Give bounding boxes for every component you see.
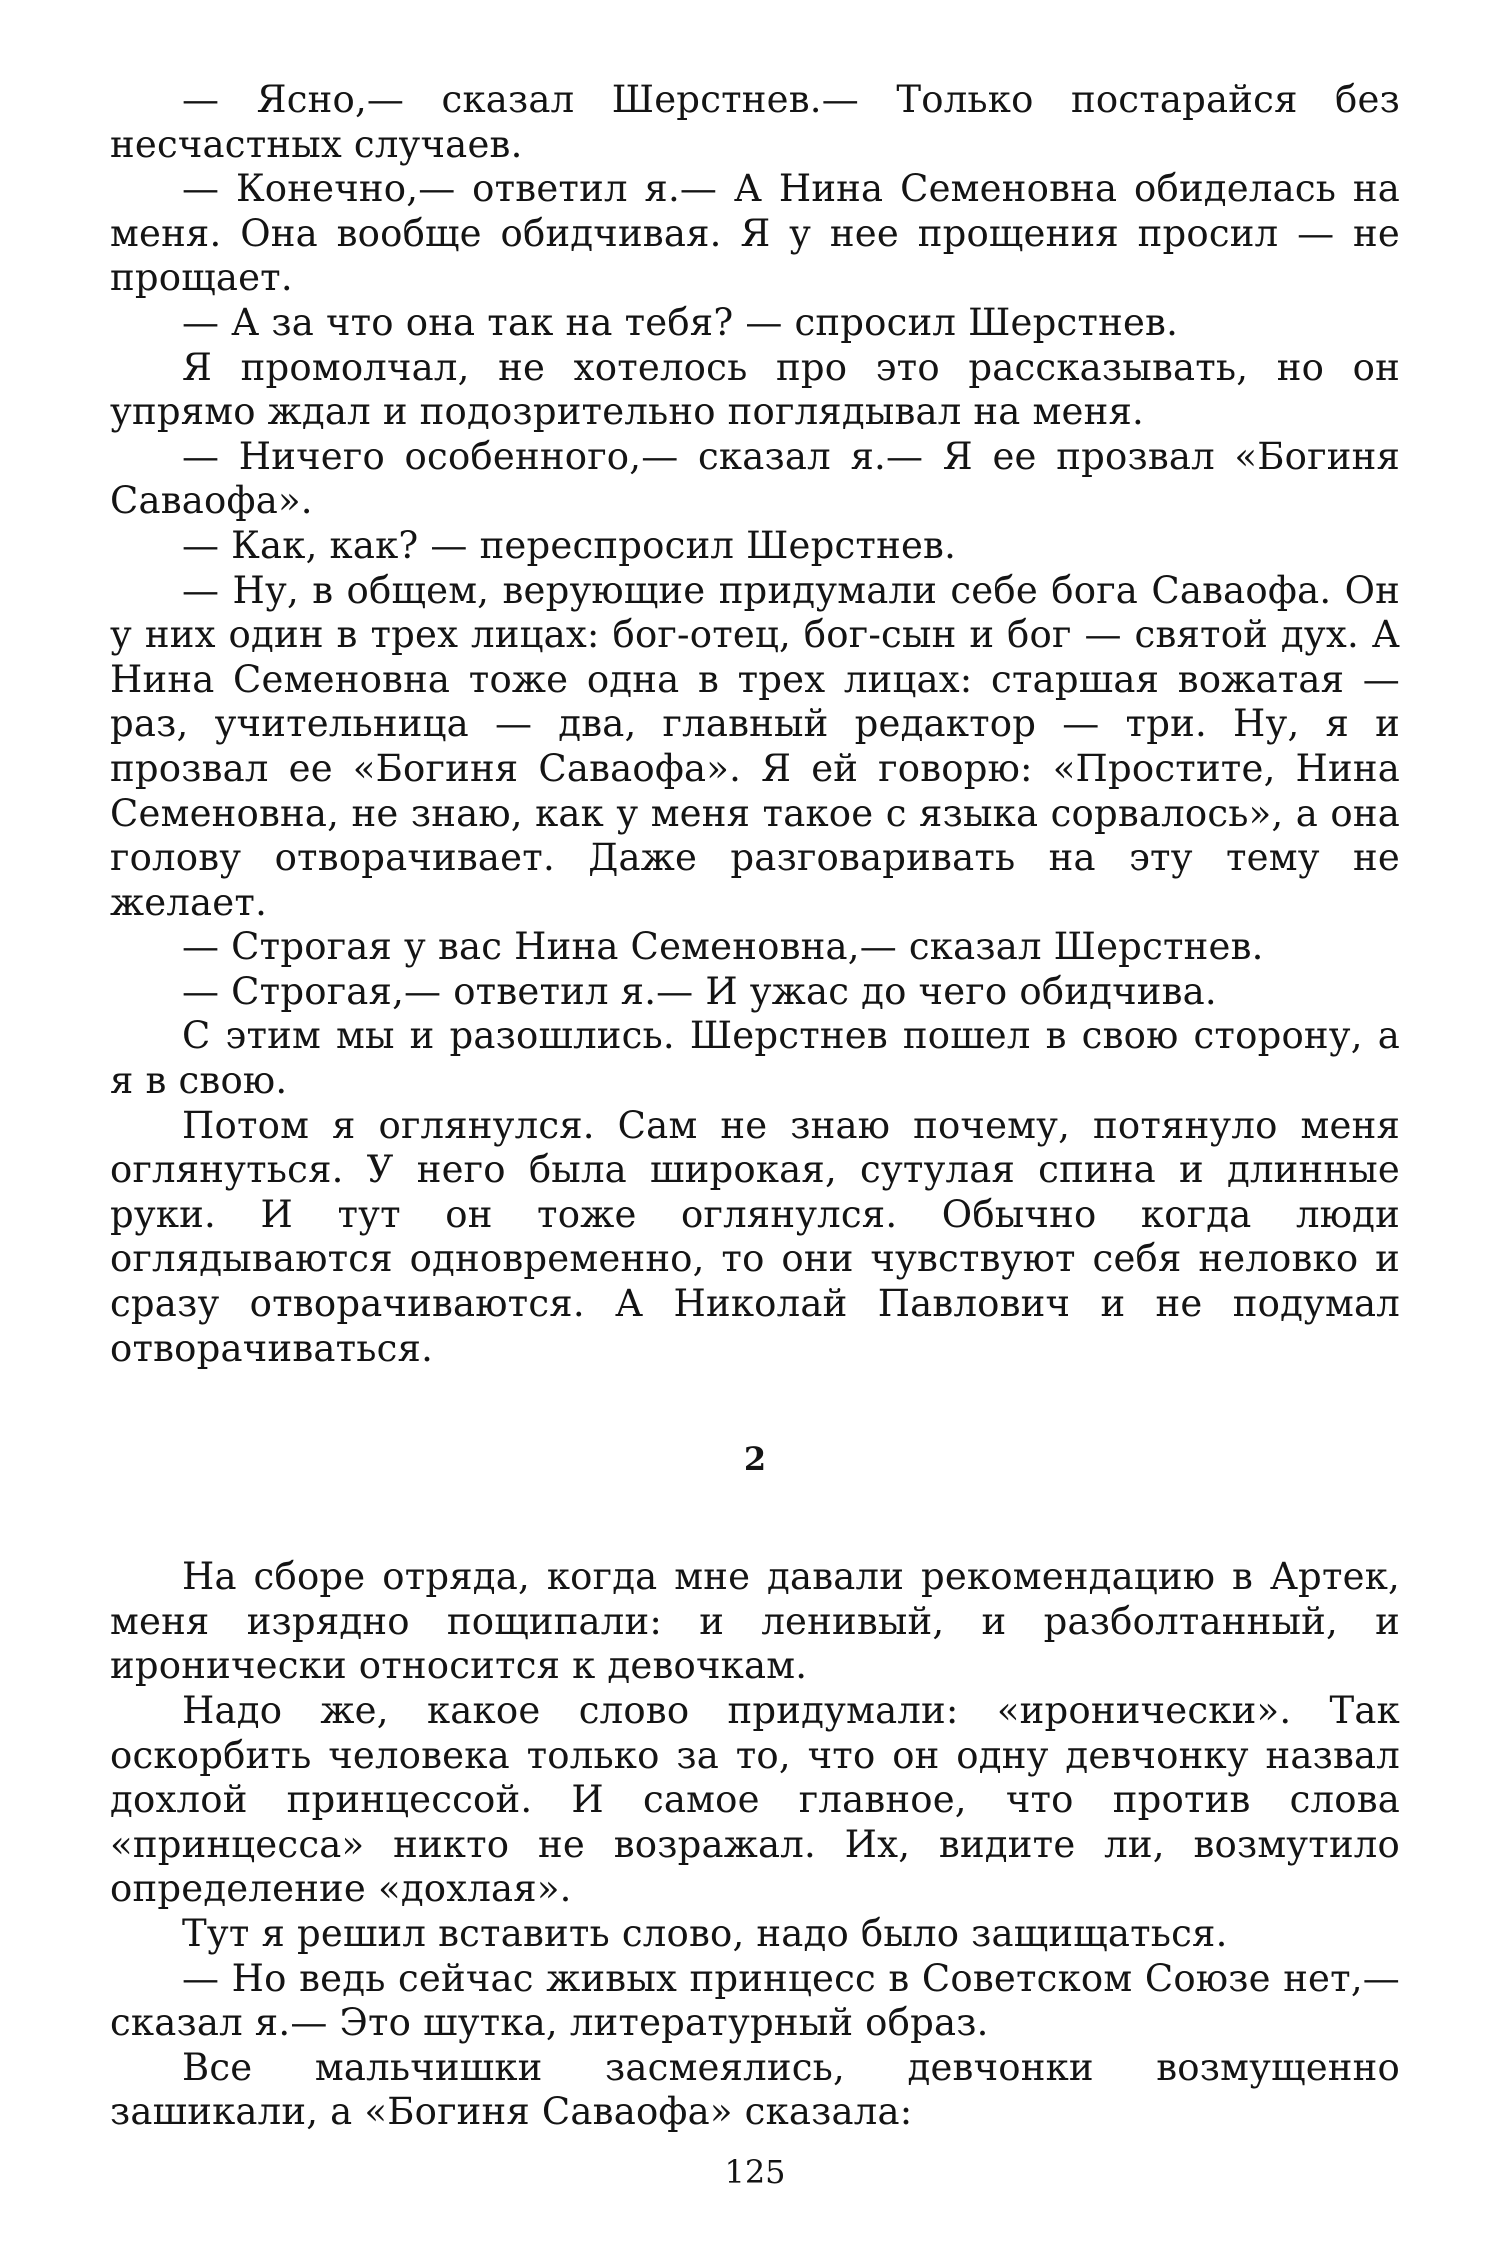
paragraph: — Строгая,— ответил я.— И ужас до чего обидчива.: [182, 969, 1217, 1013]
paragraph: — Строгая у вас Нина Семеновна,— сказал Шерстнев.: [182, 925, 1264, 969]
paragraph: Тут я решил вставить слово, надо было защищаться.: [182, 1911, 1228, 1955]
section-number: 2: [743, 1440, 767, 1479]
paragraph: — Ясно,— сказал Шерстнев.— Только постарайся без несчастных случаев.: [110, 78, 1400, 166]
page-body: [110, 78, 1400, 2135]
paragraph: На сборе отряда, когда мне давали рекомендацию в Артек, меня изрядно пощипали: и ленивый, и разболтанный, и иронически относится к девочкам.: [110, 1555, 1400, 1688]
paragraph: — Ну, в общем, верующие придумали себе бога Саваофа. Он у них один в трех лицах: бог-отец, бог-сын и бог — святой дух. А Нина Семеновна тоже одна в трех лицах: старшая вожатая — раз, учительница — два, главный редактор — три. Ну, я и прозвал ее «Богиня Саваофа». Я ей говорю: «Простите, Нина Семеновна, не знаю, как у меня такое с языка сорвалось», а она голову отворачивает. Даже разговаривать на эту тему не желает.: [110, 568, 1400, 924]
paragraph: — Ничего особенного,— сказал я.— Я ее прозвал «Богиня Саваофа».: [110, 434, 1400, 523]
paragraph: — Конечно,— ответил я.— А Нина Семеновна обиделась на меня. Она вообще обидчивая. Я у нее прощения просил — не прощает.: [110, 167, 1400, 300]
paragraph: — Как, как? — переспросил Шерстнев.: [182, 523, 957, 567]
paragraph: Потом я оглянулся. Сам не знаю почему, потянуло меня оглянуться. У него была широкая, сутулая спина и длинные руки. И тут он тоже оглянулся. Обычно когда люди оглядываются одновременно, то они чувствуют себя неловко и сразу отворачиваются. А Николай Павлович и не подумал отворачиваться.: [110, 1103, 1400, 1370]
paragraph: Я промолчал, не хотелось про это рассказывать, но он упрямо ждал и подозрительно поглядывал на меня.: [110, 345, 1400, 434]
paragraph: Все мальчишки засмеялись, девчонки возмущенно зашикали, а «Богиня Саваофа» сказала:: [110, 2045, 1400, 2134]
paragraph: — А за что она так на тебя? — спросил Шерстнев.: [182, 300, 1179, 344]
paragraph: — Но ведь сейчас живых принцесс в Советском Союзе нет,— сказал я.— Это шутка, литературный образ.: [110, 1956, 1400, 2045]
page-number: 125: [724, 2153, 786, 2191]
paragraph: Надо же, какое слово придумали: «иронически». Так оскорбить человека только за то, что он одну девчонку назвал дохлой принцессой. И самое главное, что против слова «принцесса» никто не возражал. Их, видите ли, возмутило определение «дохлая».: [110, 1689, 1400, 1911]
paragraph: С этим мы и разошлись. Шерстнев пошел в свою сторону, а я в свою.: [110, 1014, 1400, 1103]
